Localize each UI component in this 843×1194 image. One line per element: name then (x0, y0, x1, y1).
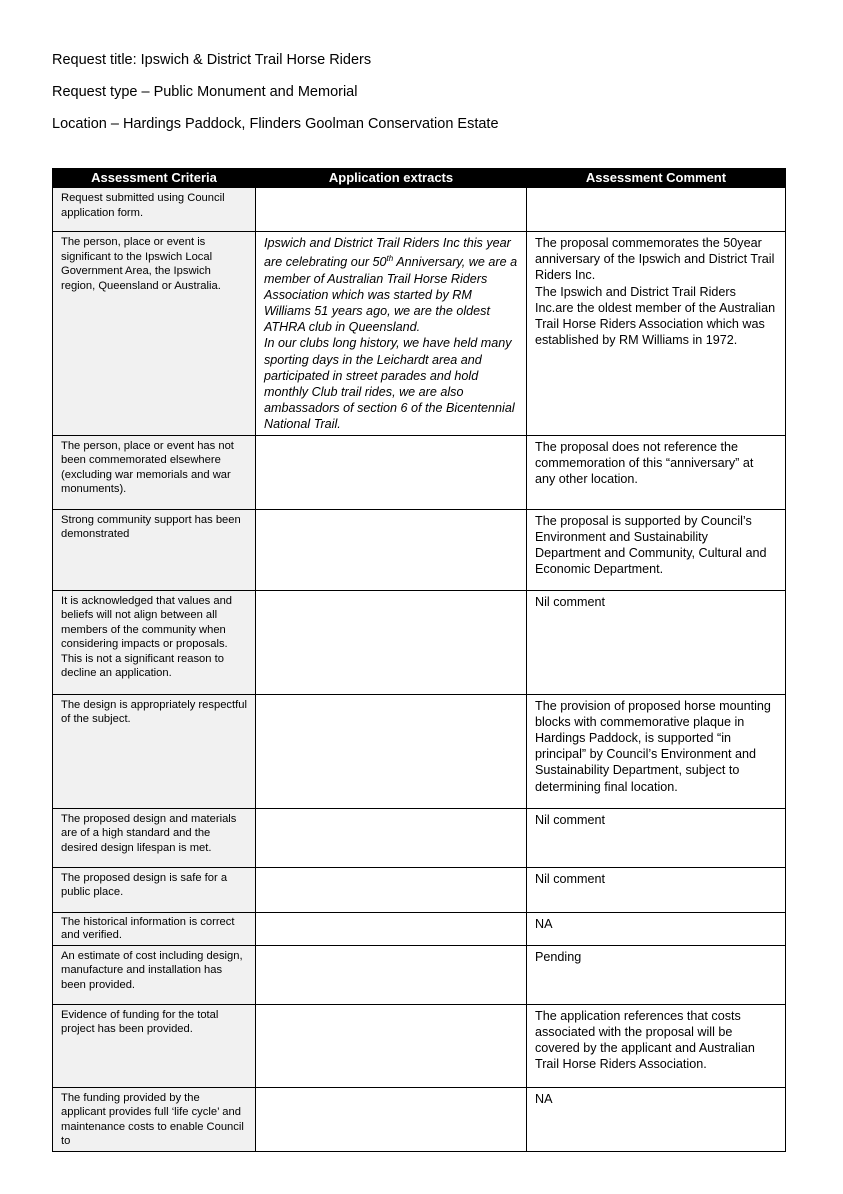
extract-cell (256, 945, 527, 1004)
table-row (53, 945, 786, 1004)
extract-superscript: th (386, 254, 394, 264)
extract-text-part1: Ipswich and District Trail Riders Inc this year are celebrating our 50 (264, 236, 511, 270)
extract-text-part2: Anniversary, we are a member of Australian Trail Horse Riders Association which was started by RM Williams 51 years ago, we are the oldest ATHRA club in Queensland. In our clubs long history, we have held many sporting days in the Leichardt area and participated in street parades and hold monthly Club trail rides, we are also ambassadors of section 6 of the Bicentennial National Trail. (264, 255, 518, 432)
criteria-cell: The design is appropriately respectful of the subject. (53, 694, 256, 808)
request-type: Request type – Public Monument and Memorial (52, 84, 358, 100)
extract-cell (256, 509, 527, 590)
comment-cell: The application references that costs associated with the proposal will be covered by the applicant and Australian Trail Horse Riders Association. (527, 1004, 786, 1087)
criteria-cell: The funding provided by the applicant provides full ‘life cycle’ and maintenance costs to enable Council to (53, 1087, 256, 1151)
table-row (53, 912, 786, 945)
criteria-cell: The person, place or event has not been commemorated elsewhere (excluding war memorials and war monuments). (53, 435, 256, 509)
extract-cell (256, 694, 527, 808)
table-row (53, 232, 786, 436)
comment-cell: Nil comment (527, 808, 786, 867)
table-row (53, 867, 786, 912)
extract-cell (256, 435, 527, 509)
comment-cell: The provision of proposed horse mounting blocks with commemorative plaque in Hardings Paddock, is supported “in principal” by Council’s Environment and Sustainability Department, subject to determining final location. (527, 694, 786, 808)
location: Location – Hardings Paddock, Flinders Goolman Conservation Estate (52, 116, 499, 132)
column-header-extracts: Application extracts (256, 169, 527, 188)
extract-cell (256, 867, 527, 912)
criteria-cell: The proposed design and materials are of a high standard and the desired design lifespan is met. (53, 808, 256, 867)
comment-cell: The proposal is supported by Council’s Environment and Sustainability Department and Community, Cultural and Economic Department. (527, 509, 786, 590)
comment-cell: The proposal does not reference the commemoration of this “anniversary” at any other location. (527, 435, 786, 509)
criteria-cell: The historical information is correct and verified. (53, 912, 256, 945)
criteria-cell: Evidence of funding for the total project has been provided. (53, 1004, 256, 1087)
extract-cell (256, 1004, 527, 1087)
criteria-cell: Strong community support has been demonstrated (53, 509, 256, 590)
table-row (53, 590, 786, 694)
criteria-cell: The person, place or event is significant to the Ipswich Local Government Area, the Ipswich region, Queensland or Australia. (53, 232, 256, 436)
criteria-cell: Request submitted using Council application form. (53, 188, 256, 232)
comment-cell: Nil comment (527, 590, 786, 694)
column-header-comment: Assessment Comment (527, 169, 786, 188)
column-header-criteria: Assessment Criteria (53, 169, 256, 188)
extract-cell (256, 1087, 527, 1151)
table-row (53, 1087, 786, 1151)
extract-cell (256, 912, 527, 945)
extract-cell (256, 808, 527, 867)
table-row (53, 188, 786, 232)
comment-cell: The proposal commemorates the 50year anniversary of the Ipswich and District Trail Riders Inc. The Ipswich and District Trail Riders Inc.are the oldest member of the Australian Trail Horse Riders Association which was established by RM Williams in 1972. (527, 232, 786, 436)
table-row (53, 435, 786, 509)
criteria-cell: It is acknowledged that values and beliefs will not align between all members of the community when considering impacts or proposals. This is not a significant reason to decline an application. (53, 590, 256, 694)
table-row (53, 808, 786, 867)
table-row (53, 509, 786, 590)
table-header-row (53, 169, 786, 188)
comment-cell: NA (527, 912, 786, 945)
extract-cell (256, 188, 527, 232)
request-title: Request title: Ipswich & District Trail Horse Riders (52, 52, 372, 68)
comment-cell: Nil comment (527, 867, 786, 912)
table-row (53, 694, 786, 808)
comment-cell: Pending (527, 945, 786, 1004)
extract-cell (256, 590, 527, 694)
assessment-table (52, 168, 786, 1152)
table-row (53, 1004, 786, 1087)
criteria-cell: An estimate of cost including design, manufacture and installation has been provided. (53, 945, 256, 1004)
extract-cell (256, 232, 527, 436)
comment-cell (527, 188, 786, 232)
comment-cell: NA (527, 1087, 786, 1151)
criteria-cell: The proposed design is safe for a public place. (53, 867, 256, 912)
